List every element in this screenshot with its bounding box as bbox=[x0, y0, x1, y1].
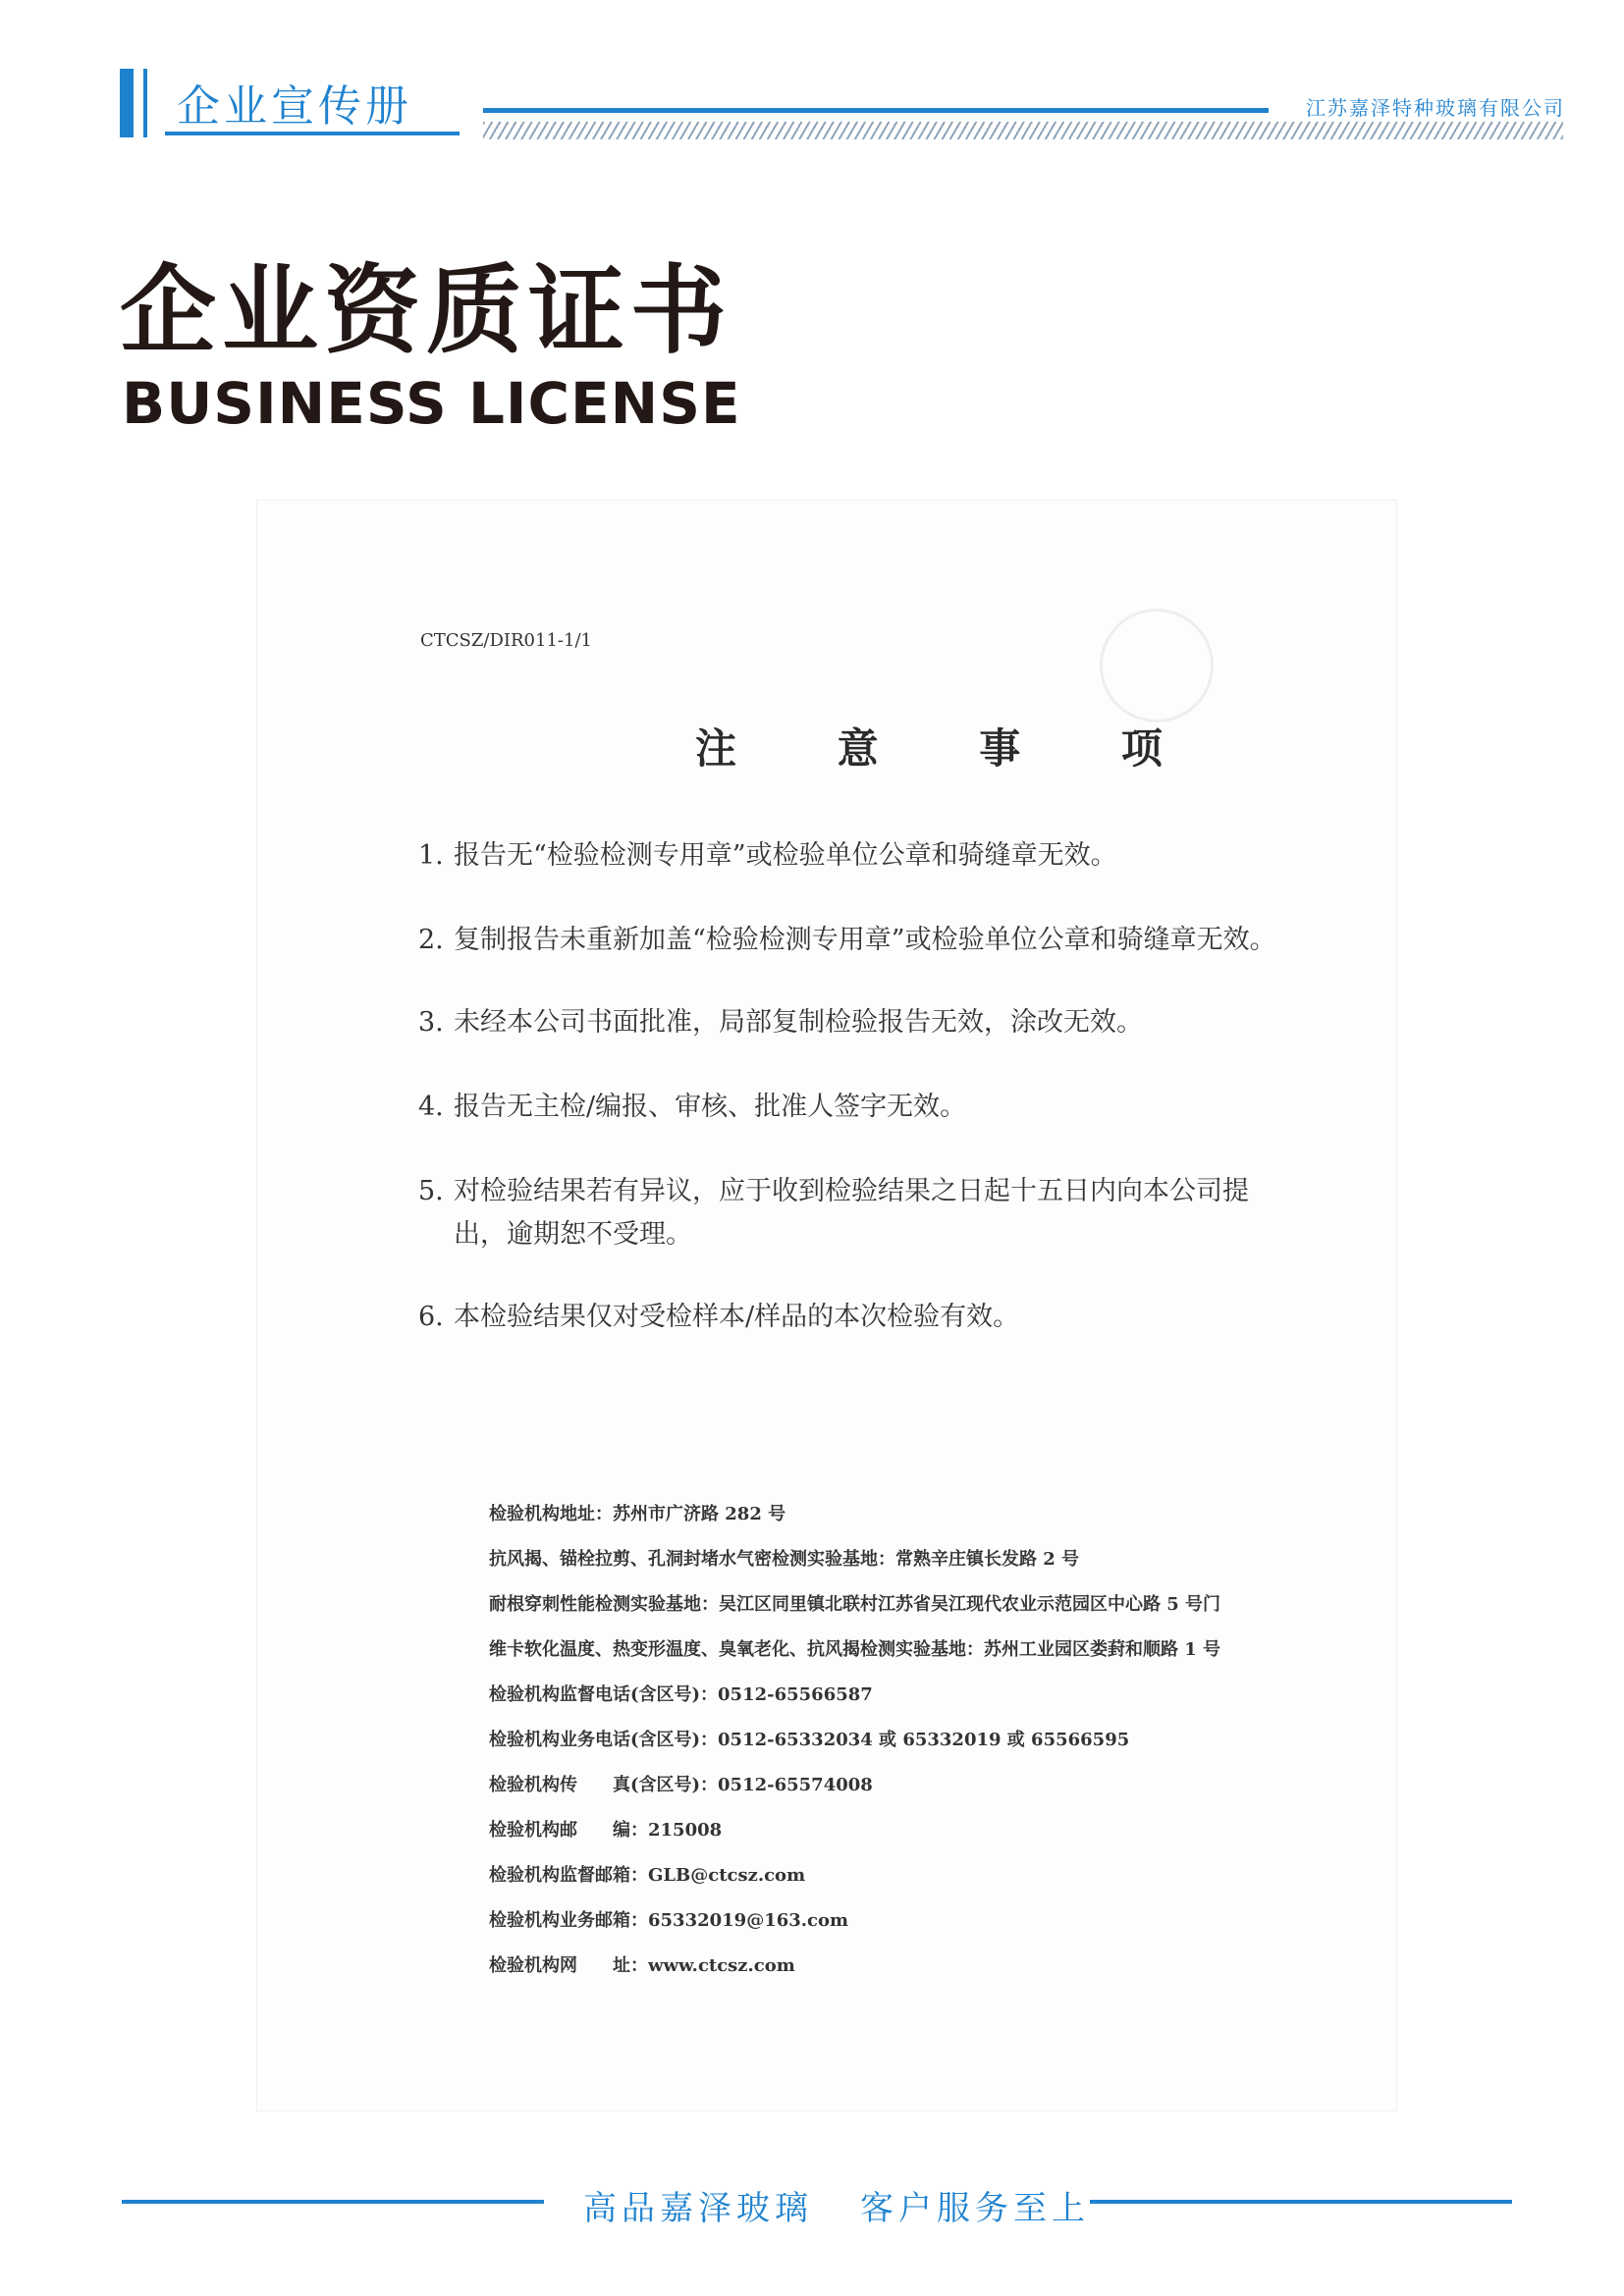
institution-info bbox=[489, 1492, 1294, 1989]
info-line: 检验机构监督邮箱：GLB@ctcsz.com bbox=[489, 1865, 806, 1886]
notice-text: 对检验结果若有异议，应于收到检验结果之日起十五日内向本公司提出，逾期恕不受理。 bbox=[454, 1176, 1249, 1250]
info-line: 检验机构邮 编：215008 bbox=[489, 1820, 723, 1841]
notice-text: 复制报告未重新加盖“检验检测专用章”或检验单位公章和骑缝章无效。 bbox=[454, 925, 1276, 955]
notice-item bbox=[418, 1170, 1282, 1256]
info-line: 抗风揭、锚栓拉剪、孔洞封堵水气密检测实验基地：常熟辛庄镇长发路 2 号 bbox=[489, 1549, 1080, 1570]
faint-stamp-mark bbox=[1100, 609, 1214, 722]
header-divider bbox=[483, 108, 1269, 113]
notice-number: 4. bbox=[418, 1092, 444, 1122]
slogan-left: 高品嘉泽玻璃 bbox=[583, 2189, 813, 2228]
header-hatch-pattern bbox=[483, 122, 1563, 139]
notice-number: 1. bbox=[418, 840, 444, 871]
notice-text: 报告无主检/编报、审核、批准人签字无效。 bbox=[454, 1092, 967, 1122]
notice-number: 5. bbox=[418, 1176, 444, 1206]
info-line: 检验机构地址：苏州市广济路 282 号 bbox=[489, 1504, 786, 1524]
footer-divider-left bbox=[122, 2200, 544, 2204]
info-line: 维卡软化温度、热变形温度、臭氧老化、抗风揭检测实验基地：苏州工业园区娄葑和顺路 1 号 bbox=[489, 1639, 1221, 1660]
company-name: 江苏嘉泽特种玻璃有限公司 bbox=[1306, 96, 1565, 120]
footer-divider-right bbox=[1090, 2200, 1512, 2204]
notice-text: 报告无“检验检测专用章”或检验单位公章和骑缝章无效。 bbox=[454, 840, 1117, 871]
info-line: 检验机构监督电话(含区号)：0512-65566587 bbox=[489, 1684, 873, 1705]
notice-number: 2. bbox=[418, 925, 444, 955]
info-line: 检验机构网 址：www.ctcsz.com bbox=[489, 1955, 795, 1976]
notice-item bbox=[418, 919, 1282, 962]
notice-number: 6. bbox=[418, 1302, 444, 1332]
brochure-title: 企业宣传册 bbox=[177, 81, 412, 132]
notice-item bbox=[418, 1296, 1282, 1339]
slogan-right: 客户服务至上 bbox=[860, 2189, 1090, 2228]
info-line: 检验机构业务电话(含区号)：0512-65332034 或 65332019 或 65566595 bbox=[489, 1730, 1130, 1750]
document-code: CTCSZ/DIR011-1/1 bbox=[420, 630, 592, 651]
notice-title: 注 意 事 项 bbox=[695, 724, 1206, 773]
notice-number: 3. bbox=[418, 1007, 444, 1038]
info-line: 检验机构传 真(含区号)：0512-65574008 bbox=[489, 1775, 873, 1795]
title-underline bbox=[165, 132, 460, 135]
footer-slogan bbox=[583, 2181, 1090, 2229]
notice-text: 本检验结果仅对受检样本/样品的本次检验有效。 bbox=[454, 1302, 1020, 1332]
info-line: 检验机构业务邮箱：65332019@163.com bbox=[489, 1910, 849, 1931]
notice-list bbox=[418, 834, 1282, 1339]
page-title: 企业资质证书 bbox=[120, 255, 733, 367]
header-accent-bar bbox=[120, 69, 134, 137]
notice-item bbox=[418, 1001, 1282, 1044]
notice-text: 未经本公司书面批准，局部复制检验报告无效，涂改无效。 bbox=[454, 1007, 1143, 1038]
notice-item bbox=[418, 834, 1282, 878]
notice-item bbox=[418, 1086, 1282, 1129]
info-line: 耐根穿刺性能检测实验基地：吴江区同里镇北联村江苏省吴江现代农业示范园区中心路 5 号门 bbox=[489, 1594, 1221, 1615]
page-subtitle: BUSINESS LICENSE bbox=[122, 370, 741, 437]
header-accent-bar-thin bbox=[143, 69, 147, 137]
